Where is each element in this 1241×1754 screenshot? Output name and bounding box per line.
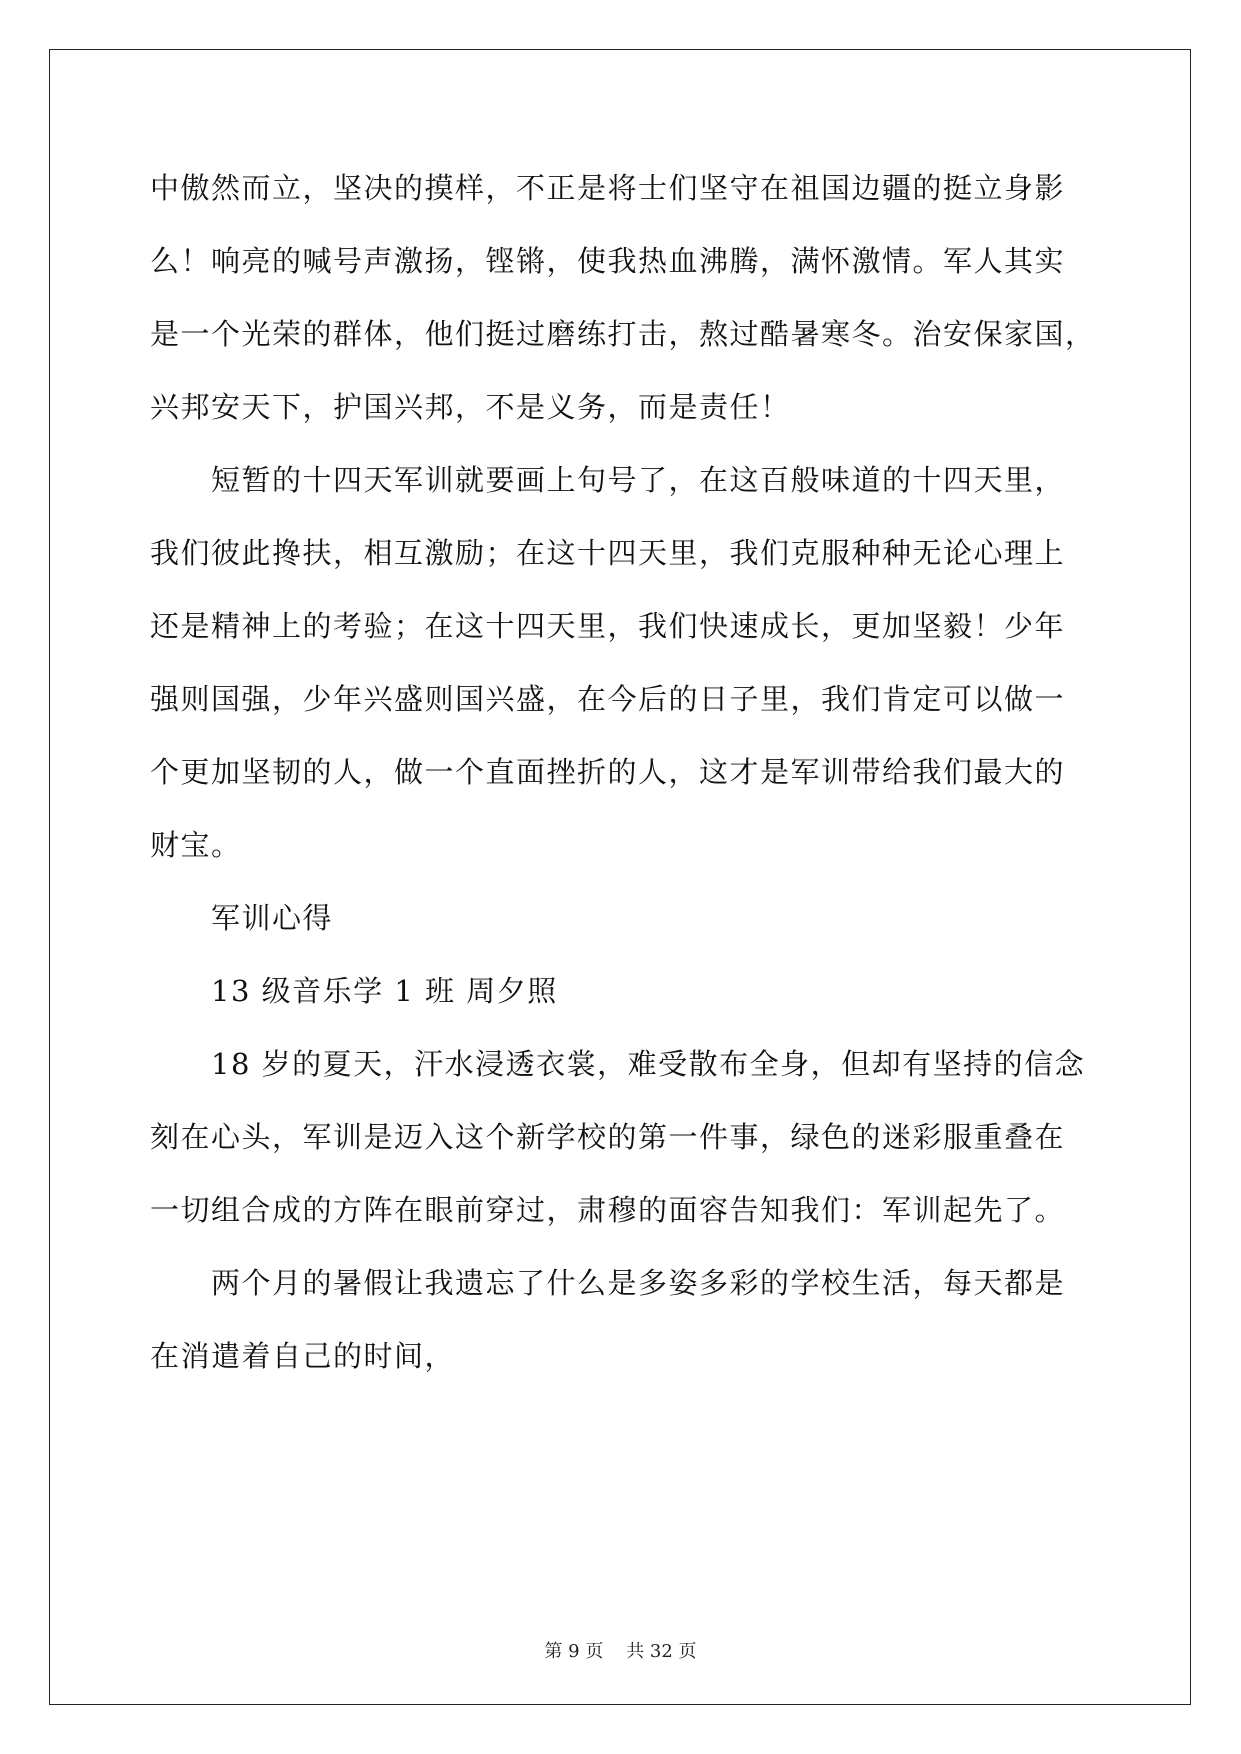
paragraph-line: 是一个光荣的群体，他们挺过磨练打击，熬过酷暑寒冬。治安保家国， bbox=[150, 317, 1096, 351]
paragraph-line: 么！响亮的喊号声激扬，铿锵，使我热血沸腾，满怀激情。军人其实 bbox=[150, 244, 1066, 278]
paragraph-line: 个更加坚韧的人，做一个直面挫折的人，这才是军训带给我们最大的 bbox=[150, 755, 1066, 789]
page-border bbox=[49, 49, 1191, 1705]
paragraph-line: 兴邦安天下，护国兴邦，不是义务，而是责任！ bbox=[150, 390, 791, 424]
paragraph-line: 强则国强，少年兴盛则国兴盛，在今后的日子里，我们肯定可以做一 bbox=[150, 682, 1066, 716]
paragraph-line: 我们彼此搀扶，相互激励；在这十四天里，我们克服种种无论心理上 bbox=[150, 536, 1066, 570]
paragraph-line: 刻在心头，军训是迈入这个新学校的第一件事，绿色的迷彩服重叠在 bbox=[150, 1120, 1066, 1154]
page-number: 第 9 页 共 32 页 bbox=[544, 1641, 697, 1662]
section-title: 军训心得 bbox=[211, 901, 334, 935]
paragraph-line: 一切组合成的方阵在眼前穿过，肃穆的面容告知我们：军训起先了。 bbox=[150, 1193, 1066, 1227]
paragraph-line: 短暂的十四天军训就要画上句号了，在这百般味道的十四天里， bbox=[211, 463, 1066, 497]
paragraph-line: 两个月的暑假让我遗忘了什么是多姿多彩的学校生活，每天都是 bbox=[211, 1266, 1066, 1300]
paragraph-line: 财宝。 bbox=[150, 828, 242, 862]
paragraph-line: 还是精神上的考验；在这十四天里，我们快速成长，更加坚毅！少年 bbox=[150, 609, 1066, 643]
paragraph-line: 在消遣着自己的时间， bbox=[150, 1339, 456, 1373]
paragraph-line: 中傲然而立，坚决的摸样，不正是将士们坚守在祖国边疆的挺立身影 bbox=[150, 171, 1066, 205]
paragraph-line: 18 岁的夏天，汗水浸透衣裳，难受散布全身，但却有坚持的信念 bbox=[211, 1047, 1086, 1081]
author-line: 13 级音乐学 1 班 周夕照 bbox=[211, 974, 558, 1008]
